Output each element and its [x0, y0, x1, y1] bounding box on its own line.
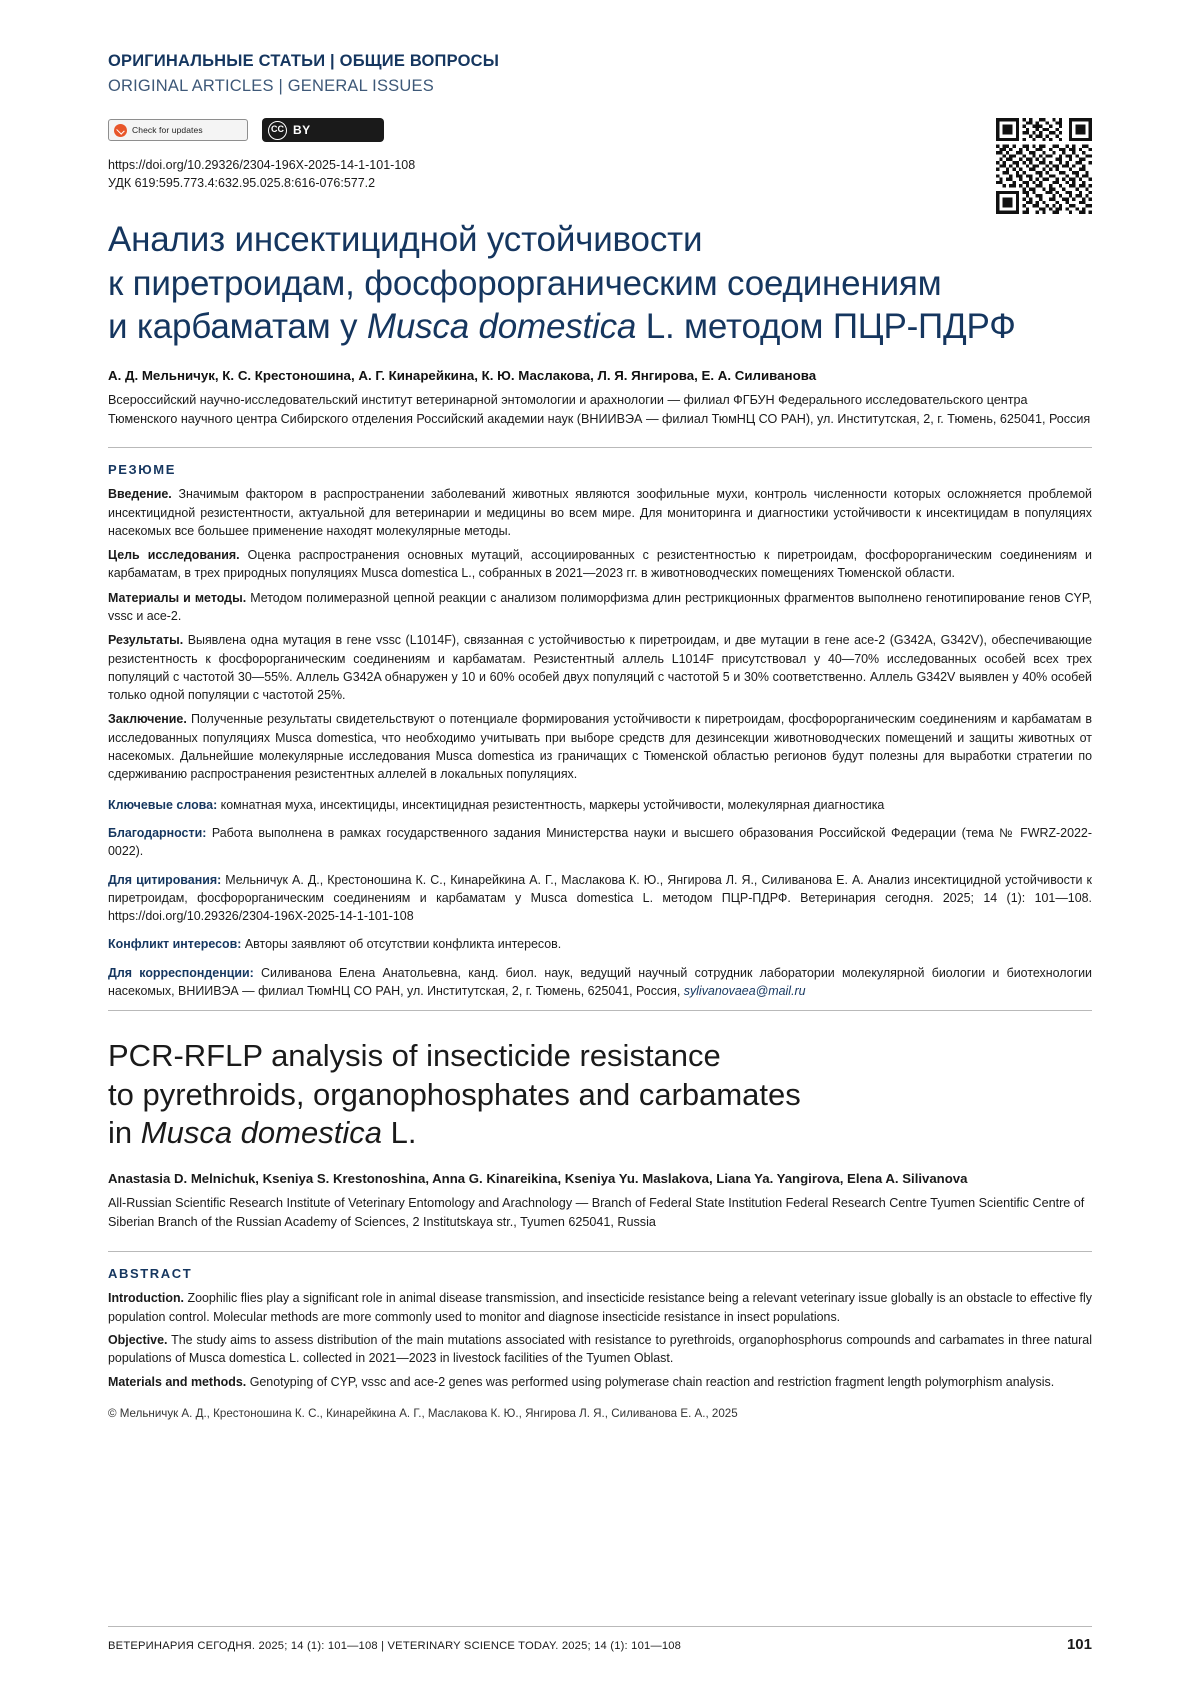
page-title-russian	[108, 218, 1092, 348]
citation-row	[108, 871, 1092, 926]
crossmark-label: Check for updates	[132, 125, 203, 135]
title-ru-line3a: и карбаматам у	[108, 307, 367, 347]
abstract-heading-english: ABSTRACT	[108, 1266, 193, 1282]
correspondence-row	[108, 964, 1092, 1001]
affiliation-english: All-Russian Scientific Research Institute of Veterinary Entomology and Arachnology — Branch of Federal State Institution Federal Research Centre Tyumen Scientific Centre of Siberian Branch of the Russian Academy of Sciences, 2 Institutskaya str., Tyumen 625041, Russia	[108, 1195, 1085, 1229]
udc-code: УДК 619:595.773.4:632.95.025.8:616-076:577.2	[108, 176, 376, 191]
citation-label: Для цитирования:	[108, 872, 222, 887]
keywords-value: комнатная муха, инсектициды, инсектицидная резистентность, маркеры устойчивости, молекулярная диагностика	[217, 797, 885, 812]
abstract-ru-paragraph	[108, 631, 1092, 704]
abstract-ru-text: Оценка распространения основных мутаций, ассоциированных с резистентностью к пиретроидам, фосфорорганическим соединениям и карбаматам, в трех природных популяциях Musca domestica L., собранных в 2021—2023 гг. в животноводческих помещениях Тюменской области.	[108, 548, 1092, 581]
abstract-en-label: Objective.	[108, 1333, 168, 1348]
abstract-en-paragraph	[108, 1331, 1092, 1368]
doi-block	[108, 156, 1092, 192]
abstract-ru-label: Результаты.	[108, 633, 184, 648]
creative-commons-badge[interactable]	[262, 118, 384, 142]
keywords-row	[108, 796, 1092, 814]
abstract-en-text: Zoophilic flies play a significant role in animal disease transmission, and insecticide resistance being a relevant veterinary issue globally is an obstacle to effective fly population control. Molecular methods are more commonly used to monitor and diagnose insecticide resistance in insect populations.	[108, 1291, 1092, 1324]
abstract-ru-text: Значимым фактором в распространении заболеваний животных являются зоофильные мухи, контроль численности которых осложняется проблемой инсектицидной резистентности, актуальной для ветеринарии и медицины во всем мире. Для мониторинга и диагностики устойчивости к инсектицидам в популяциях насекомых все большее применение находят молекулярные методы.	[108, 487, 1092, 538]
page-footer	[108, 1626, 1092, 1653]
copyright-line: © Мельничук А. Д., Крестоношина К. С., Кинарейкина А. Г., Маслакова К. Ю., Янгирова Л. Я., Силиванова Е. А., 2025	[108, 1406, 738, 1420]
citation-value: Мельничук А. Д., Крестоношина К. С., Кинарейкина А. Г., Маслакова К. Ю., Янгирова Л. Я., Силиванова Е. А. Анализ инсектицидной устойчивости к пиретроидам, фосфорорганическим соединениям и карбаматам у Musca domestica L. методом ПЦР-ПДРФ. Ветеринария сегодня. 2025; 14 (1): 101—108. https://doi.org/10.29326/2304-196X-2025-14-1-101-108	[108, 872, 1092, 924]
abstract-en-text: Genotyping of CYP, vssc and ace-2 genes was performed using polymerase chain reaction and restriction fragment length polymorphism analysis.	[246, 1374, 1055, 1389]
abstract-ru-label: Заключение.	[108, 712, 187, 727]
conflict-row	[108, 935, 1092, 953]
abstract-ru-label: Материалы и методы.	[108, 590, 247, 605]
abstract-english	[108, 1289, 1092, 1390]
correspondence-label: Для корреспонденции:	[108, 965, 254, 980]
divider	[108, 447, 1092, 448]
metadata-russian	[108, 796, 1092, 1001]
title-en-line3b: L.	[381, 1115, 417, 1151]
abstract-ru-paragraph	[108, 546, 1092, 583]
abstract-en-label: Introduction.	[108, 1291, 184, 1306]
title-ru-line2: к пиретроидам, фосфорорганическим соединениям	[108, 263, 942, 303]
abstract-en-paragraph	[108, 1373, 1092, 1391]
footer-divider	[108, 1626, 1092, 1627]
abstract-heading-russian: РЕЗЮМЕ	[108, 462, 176, 478]
keywords-label: Ключевые слова:	[108, 797, 218, 812]
acknowledgements-value: Работа выполнена в рамках государственного задания Министерства науки и высшего образования Российской Федерации (тема № FWRZ-2022-0022).	[108, 825, 1092, 859]
abstract-en-label: Materials and methods.	[108, 1374, 247, 1389]
affiliation-russian: Всероссийский научно-исследовательский институт ветеринарной энтомологии и арахнологии — филиал ФГБУН Федерального исследовательского центра Тюменского научного центра Сибирского отделения Российский академии наук (ВНИИВЭА — филиал ТюмНЦ СО РАН), ул. Институтская, 2, г. Тюмень, 625041, Россия	[108, 393, 1091, 427]
rubric-russian: ОРИГИНАЛЬНЫЕ СТАТЬИ | ОБЩИЕ ВОПРОСЫ	[108, 52, 500, 70]
title-ru-species: Musca domestica	[366, 307, 637, 347]
crossmark-badge[interactable]	[108, 119, 248, 141]
crossmark-icon	[114, 124, 127, 137]
cc-by-label: BY	[293, 123, 311, 137]
acknowledgements-row	[108, 824, 1092, 861]
title-ru-line1: Анализ инсектицидной устойчивости	[108, 220, 703, 260]
abstract-ru-label: Введение.	[108, 487, 172, 502]
title-en-line2: to pyrethroids, organophosphates and carbamates	[108, 1076, 801, 1112]
title-en-species: Musca domestica	[140, 1115, 382, 1151]
abstract-ru-text: Полученные результаты свидетельствуют о потенциале формирования устойчивости к пиретроидам, фосфорорганическим соединениям и карбаматам в исследованных популяциях Musca domestica, что необходимо учитывать при выборе средств для дезинсекции животноводческих помещений и защиты животных от насекомых. Дальнейшие молекулярные исследования Musca domestica из граничащих с Тюменской областью регионов будут полезны для выработки стратегии по сдерживанию распространения резистентных аллелей в локальных популяциях.	[108, 712, 1092, 782]
title-en-line1: PCR-RFLP analysis of insecticide resistance	[108, 1038, 721, 1074]
page-number: 101	[1066, 1636, 1092, 1653]
abstract-ru-text: Методом полимеразной цепной реакции с анализом полиморфизма длин рестрикционных фрагментов выполнено генотипирование генов CYP, vssc и ace-2.	[108, 590, 1093, 623]
conflict-label: Конфликт интересов:	[108, 937, 242, 952]
abstract-en-text: The study aims to assess distribution of the main mutations associated with resistance to pyrethroids, organophosphorus compounds and carbamates in three natural populations of Musca domestica L. collected in 2021—2023 in livestock facilities of the Tyumen Oblast.	[108, 1333, 1092, 1366]
abstract-ru-text: Выявлена одна мутация в гене vssc (L1014F), связанная с устойчивостью к пиретроидам, и две мутации в гене ace-2 (G342A, G342V), обеспечивающие резистентность к фосфорорганическим соединениям и карбаматам. Резистентный аллель L1014F присутствовал у 40—70% исследованных особей всех трех популяций с частотой 30—55%. Аллель G342A обнаружен у 10 и 60% особей двух популяций с частотой 5 и 30% соответственно. Аллель G342V выявлен у 40% особей только одной популяции с частотой 25%.	[108, 633, 1092, 703]
page-title-english	[108, 1037, 1092, 1152]
doi-link[interactable]: https://doi.org/10.29326/2304-196X-2025-14-1-101-108	[108, 158, 416, 172]
authors-russian: А. Д. Мельничук, К. С. Крестоношина, А. Г. Кинарейкина, К. Ю. Маслакова, Л. Я. Янгирова, Е. А. Силиванова	[108, 368, 817, 384]
correspondence-value: Силиванова Елена Анатольевна, канд. биол. наук, ведущий научный сотрудник лаборатории молекулярной биологии и биотехнологии насекомых, ВНИИВЭА — филиал ТюмНЦ СО РАН, ул. Институтская, 2, г. Тюмень, 625041, Россия,	[108, 965, 1092, 999]
abstract-ru-paragraph	[108, 710, 1092, 783]
title-ru-line3b: L. методом ПЦР-ПДРФ	[636, 307, 1016, 347]
english-section	[108, 1037, 1092, 1391]
badge-row	[108, 118, 1092, 142]
correspondence-email[interactable]: sylivanovaea@mail.ru	[683, 984, 806, 999]
abstract-ru-paragraph	[108, 589, 1092, 626]
cc-icon: CC	[268, 121, 287, 140]
abstract-en-paragraph	[108, 1289, 1092, 1326]
title-en-line3a: in	[108, 1115, 141, 1151]
qr-code-icon	[996, 118, 1092, 214]
conflict-value: Авторы заявляют об отсутствии конфликта интересов.	[241, 937, 562, 952]
abstract-ru-label: Цель исследования.	[108, 548, 240, 563]
abstract-ru-paragraph	[108, 485, 1092, 540]
divider	[108, 1251, 1092, 1252]
divider	[108, 1010, 1092, 1011]
abstract-russian	[108, 485, 1092, 783]
acknowledgements-label: Благодарности:	[108, 825, 207, 840]
authors-english: Anastasia D. Melnichuk, Kseniya S. Krestonoshina, Anna G. Kinareikina, Kseniya Yu. Maslakova, Liana Ya. Yangirova, Elena A. Silivanova	[108, 1170, 968, 1186]
footer-journal-line: ВЕТЕРИНАРИЯ СЕГОДНЯ. 2025; 14 (1): 101—108 | VETERINARY SCIENCE TODAY. 2025; 14 (1): 101—108	[108, 1640, 682, 1652]
rubric-english: ORIGINAL ARTICLES | GENERAL ISSUES	[108, 77, 434, 95]
